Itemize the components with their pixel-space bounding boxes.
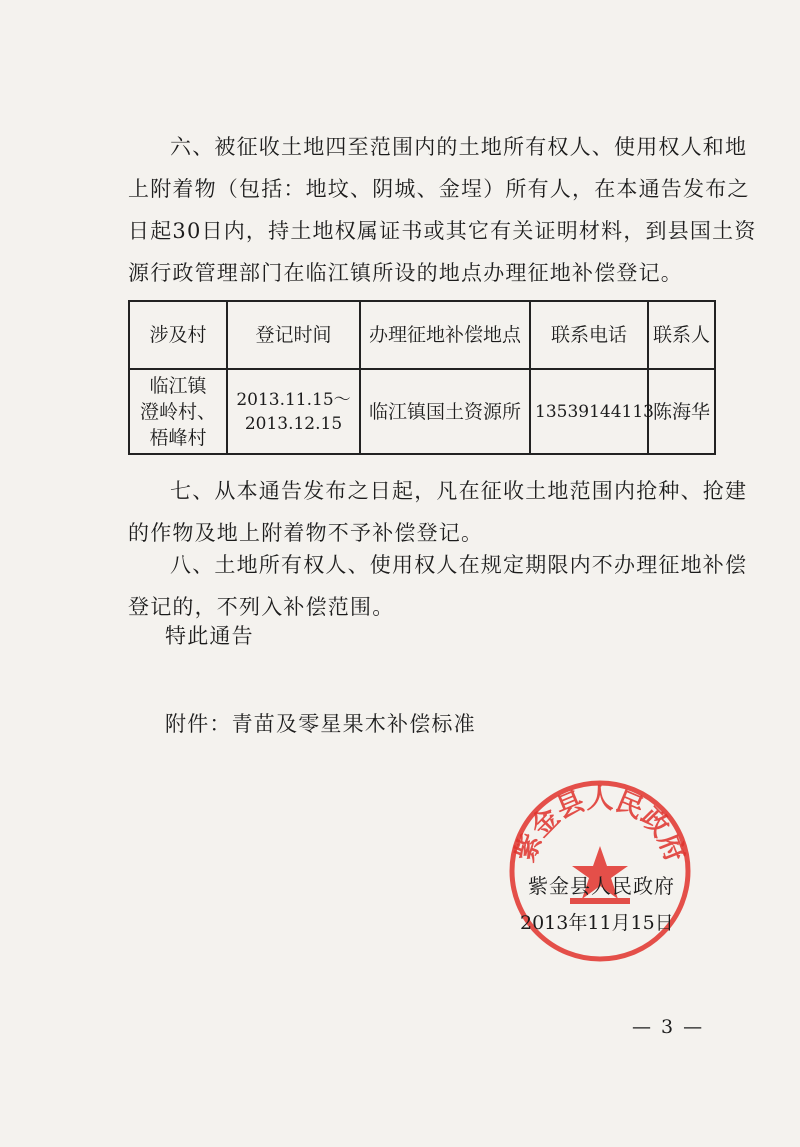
village-line: 梧峰村 [149, 426, 207, 449]
attachment-note: 附件：青苗及零星果木补偿标准 [165, 712, 476, 736]
section-8-paragraph [128, 544, 748, 628]
village-line: 临江镇 [149, 374, 207, 397]
cell-phone: 13539144113 [530, 369, 648, 454]
section-6-line: 上附着物（包括：地坟、阴城、金埕）所有人，在本通告发布之 [128, 177, 750, 201]
cell-contact: 陈海华 [648, 369, 715, 454]
svg-text:紫金县人民政府: 紫金县人民政府 [509, 784, 691, 867]
section-6-line: 六、被征收土地四至范围内的土地所有权人、使用权人和地 [170, 135, 748, 159]
village-line: 澄岭村、 [139, 400, 216, 423]
section-7-line: 的作物及地上附着物不予补偿登记。 [128, 521, 484, 545]
cell-village [129, 369, 227, 454]
header-phone: 联系电话 [530, 301, 648, 369]
time-line: 2013.11.15～ [236, 389, 351, 410]
issuer-signature: 紫金县人民政府 [528, 874, 675, 898]
cell-location: 临江镇国土资源所 [360, 369, 530, 454]
issue-date: 2013年11月15日 [520, 912, 674, 934]
section-7-line: 七、从本通告发布之日起，凡在征收土地范围内抢种、抢建 [170, 479, 748, 503]
section-8-line: 登记的，不列入补偿范围。 [128, 595, 395, 619]
table-row [129, 369, 715, 454]
cell-time [227, 369, 360, 454]
table-header-row [129, 301, 715, 369]
header-location: 办理征地补偿地点 [360, 301, 530, 369]
section-8-line: 八、土地所有权人、使用权人在规定期限内不办理征地补偿 [170, 553, 748, 577]
notice-closing: 特此通告 [165, 624, 254, 648]
section-6-line: 日起30日内，持土地权属证书或其它有关证明材料，到县国土资 [128, 219, 757, 243]
time-line: 2013.12.15 [244, 413, 343, 434]
header-contact: 联系人 [648, 301, 715, 369]
section-7-paragraph [128, 470, 748, 554]
header-time: 登记时间 [227, 301, 360, 369]
header-village: 涉及村 [129, 301, 227, 369]
registration-table [128, 300, 716, 455]
section-6-paragraph [128, 126, 757, 294]
page-number: — 3 — [632, 1016, 705, 1038]
section-6-line: 源行政管理部门在临江镇所设的地点办理征地补偿登记。 [128, 261, 683, 285]
